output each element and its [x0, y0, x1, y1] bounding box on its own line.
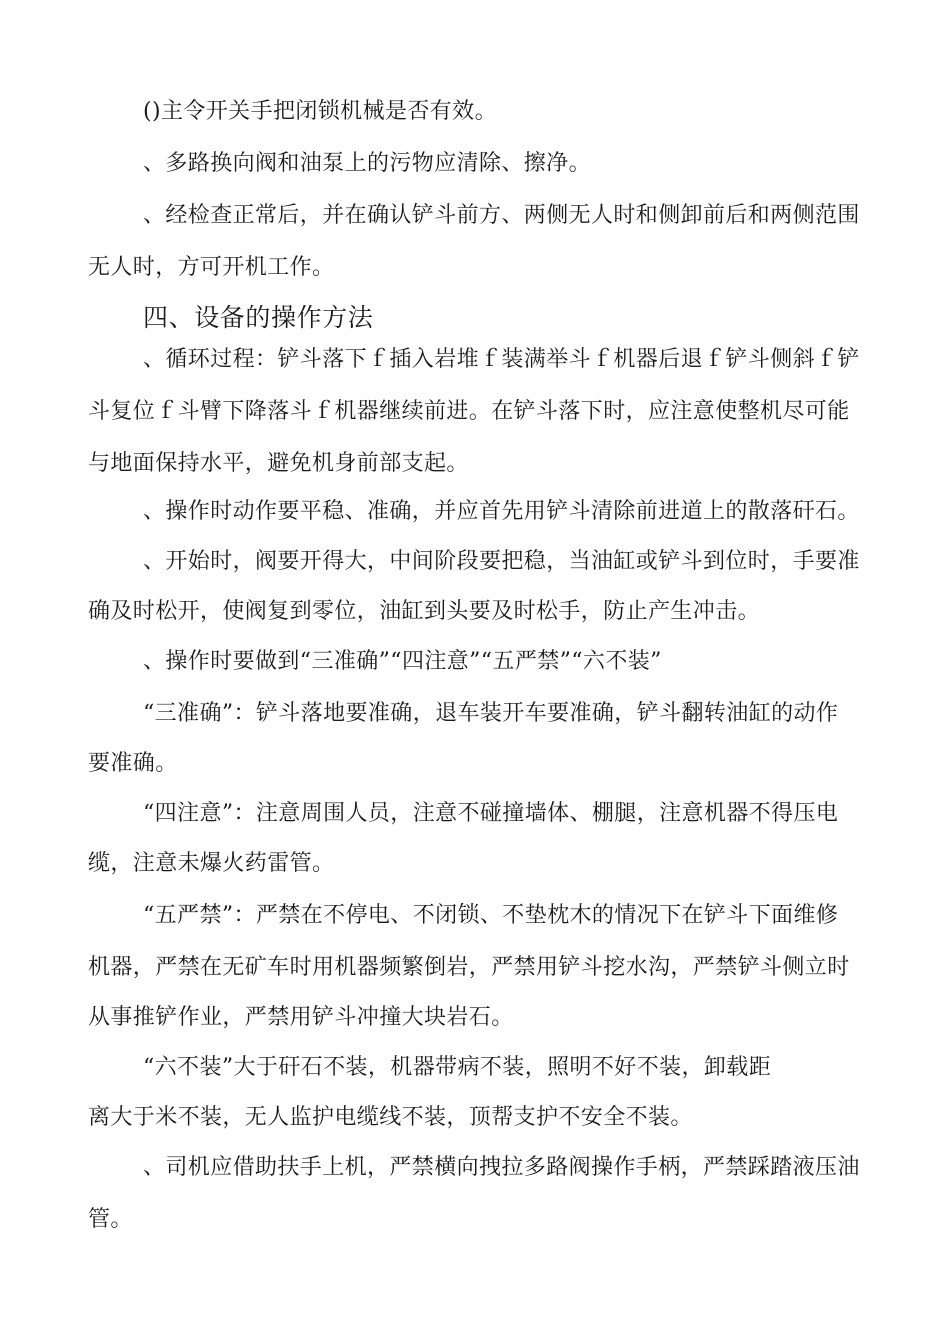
- text-line-10: 、开始时，阀要开得大，中间阶段要把稳，当油缸或铲斗到位时，手要准: [143, 549, 860, 574]
- text-line-12: 、操作时要做到“三准确”“四注意”“五严禁”“六不装”: [143, 649, 662, 674]
- text-line-20: “六不装”大于矸石不装，机器带病不装，照明不好不装，卸载距: [143, 1055, 772, 1080]
- text-line-1: ()主令开关手把闭锁机械是否有效。: [143, 99, 497, 124]
- text-line-23: 管。: [88, 1207, 133, 1232]
- text-line-13: “三准确”：铲斗落地要准确，退车装开车要准确，铲斗翻转油缸的动作: [143, 701, 839, 726]
- text-line-21: 离大于米不装，无人监护电缆线不装，顶帮支护不安全不装。: [88, 1105, 693, 1130]
- section-heading: 四、设备的操作方法: [143, 303, 374, 332]
- text-line-22: 、司机应借助扶手上机，严禁横向拽拉多路阀操作手柄，严禁踩踏液压油: [143, 1155, 860, 1180]
- text-line-18: 机器，严禁在无矿车时用机器频繁倒岩，严禁用铲斗挖水沟，严禁铲斗侧立时: [88, 955, 850, 980]
- text-line-14: 要准确。: [88, 751, 178, 776]
- text-line-6: 、循环过程：铲斗落下ｆ插入岩堆ｆ装满举斗ｆ机器后退ｆ铲斗侧斜ｆ铲: [143, 347, 860, 372]
- text-line-19: 从事推铲作业，严禁用铲斗冲撞大块岩石。: [88, 1005, 514, 1030]
- text-line-7: 斗复位ｆ斗臂下降落斗ｆ机器继续前进。在铲斗落下时，应注意使整机尽可能: [88, 399, 850, 424]
- text-line-4: 无人时，方可开机工作。: [88, 255, 335, 280]
- text-line-15: “四注意”：注意周围人员，注意不碰撞墙体、棚腿，注意机器不得压电: [143, 801, 839, 826]
- text-line-16: 缆，注意未爆火药雷管。: [88, 851, 335, 876]
- text-line-9: 、操作时动作要平稳、准确，并应首先用铲斗清除前进道上的散落矸石。: [143, 499, 860, 524]
- text-line-8: 与地面保持水平，避免机身前部支起。: [88, 451, 469, 476]
- text-line-2: 、多路换向阀和油泵上的污物应清除、擦净。: [143, 151, 592, 176]
- text-line-3: 、经检查正常后，并在确认铲斗前方、两侧无人时和侧卸前后和两侧范围: [143, 203, 860, 228]
- text-line-17: “五严禁”：严禁在不停电、不闭锁、不垫枕木的情况下在铲斗下面维修: [143, 903, 839, 928]
- text-line-11: 确及时松开，使阀复到零位，油缸到头要及时松手，防止产生冲击。: [88, 599, 761, 624]
